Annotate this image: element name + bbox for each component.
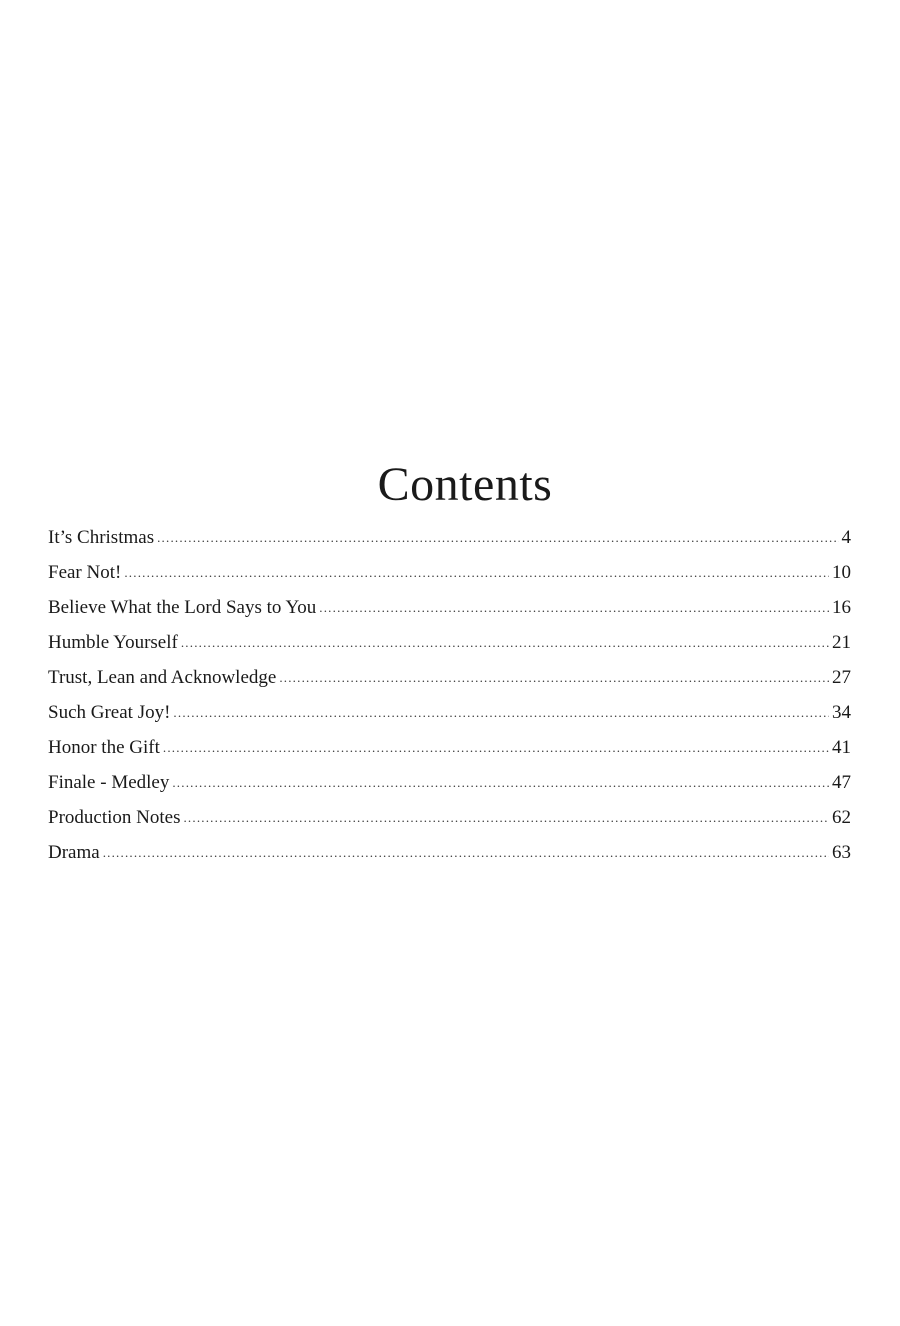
toc-entry <box>48 629 851 664</box>
toc-entry <box>48 839 851 874</box>
toc-entry-label: Trust, Lean and Acknowledge <box>48 667 277 688</box>
toc-entry <box>48 804 851 839</box>
toc-entry-page: 34 <box>832 702 851 723</box>
toc-entry-label: Finale - Medley <box>48 772 170 793</box>
toc-dot-leader <box>181 629 829 657</box>
toc-dot-leader <box>124 559 829 587</box>
toc-entry-label: Believe What the Lord Says to You <box>48 597 317 618</box>
toc-entry-page: 16 <box>832 597 851 618</box>
toc-dot-leader <box>163 734 829 762</box>
toc-entry-page: 21 <box>832 632 851 653</box>
page-title: Contents <box>377 458 553 511</box>
toc-entry <box>48 559 851 594</box>
toc-entry-label: It’s Christmas <box>48 527 155 548</box>
toc-dot-leader <box>103 839 829 867</box>
toc-entry <box>48 734 851 769</box>
toc-entry-label: Fear Not! <box>48 562 122 583</box>
toc-dot-leader <box>279 664 829 692</box>
toc-entry-page: 27 <box>832 667 851 688</box>
toc-entry-label: Production Notes <box>48 807 181 828</box>
toc-entry-page: 10 <box>832 562 851 583</box>
toc-dot-leader <box>173 699 829 727</box>
toc-entry-page: 47 <box>832 772 851 793</box>
toc-entry-label: Such Great Joy! <box>48 702 171 723</box>
toc-entry <box>48 664 851 699</box>
toc-entry <box>48 594 851 629</box>
toc-entry <box>48 699 851 734</box>
toc-dot-leader <box>172 769 829 797</box>
toc-entry <box>48 769 851 804</box>
toc-dot-leader <box>157 524 838 552</box>
toc-entry-page: 41 <box>832 737 851 758</box>
toc-entry-label: Humble Yourself <box>48 632 178 653</box>
toc-entry-label: Drama <box>48 842 100 863</box>
toc-dot-leader <box>183 804 829 832</box>
toc-entry-page: 4 <box>841 527 851 548</box>
toc-entry-page: 63 <box>832 842 851 863</box>
toc-entry-page: 62 <box>832 807 851 828</box>
toc-entry <box>48 524 851 559</box>
toc-dot-leader <box>319 594 829 622</box>
toc-entry-label: Honor the Gift <box>48 737 160 758</box>
table-of-contents <box>48 524 851 874</box>
